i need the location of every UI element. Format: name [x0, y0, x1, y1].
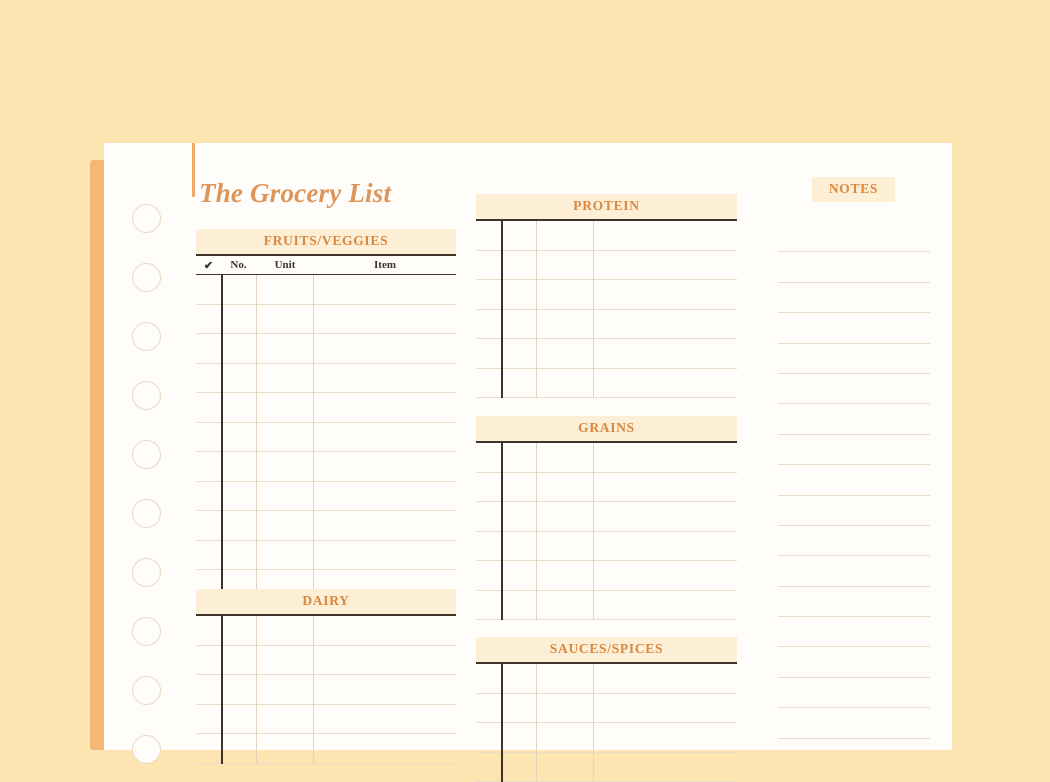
section-sauces-spices [476, 637, 737, 782]
table-row[interactable] [196, 616, 456, 646]
table-row[interactable] [476, 753, 737, 782]
table-row[interactable] [476, 251, 737, 281]
section-dairy [196, 589, 456, 764]
note-line[interactable] [778, 344, 930, 374]
section-protein [476, 194, 737, 398]
page-title: The Grocery List [199, 178, 391, 209]
table-row[interactable] [476, 443, 737, 473]
table-row[interactable] [476, 591, 737, 621]
punch-hole [132, 617, 161, 646]
table-row[interactable] [196, 734, 456, 764]
rows-protein[interactable] [476, 221, 737, 398]
table-row[interactable] [196, 705, 456, 735]
table-row[interactable] [196, 275, 456, 305]
table-row[interactable] [196, 541, 456, 571]
punch-hole [132, 263, 161, 292]
table-row[interactable] [196, 393, 456, 423]
section-title-dairy: DAIRY [196, 589, 456, 616]
table-row[interactable] [196, 305, 456, 335]
column-header-no: No. [221, 259, 256, 271]
section-title-fruits-veggies: FRUITS/VEGGIES [196, 229, 456, 256]
note-line[interactable] [778, 708, 930, 738]
table-row[interactable] [476, 723, 737, 753]
note-line[interactable] [778, 435, 930, 465]
notes-lines[interactable] [778, 222, 930, 739]
rows-fruits-veggies[interactable] [196, 275, 456, 600]
column-headers-fruits-veggies [196, 256, 456, 275]
note-line[interactable] [778, 374, 930, 404]
note-line[interactable] [778, 465, 930, 495]
title-accent-rule [192, 143, 195, 197]
punch-hole [132, 676, 161, 705]
table-row[interactable] [476, 280, 737, 310]
column-header-unit: Unit [256, 259, 314, 271]
note-line[interactable] [778, 496, 930, 526]
note-line[interactable] [778, 526, 930, 556]
punch-hole [132, 322, 161, 351]
table-row[interactable] [476, 664, 737, 694]
note-line[interactable] [778, 313, 930, 343]
punch-hole-column [104, 143, 184, 750]
note-line[interactable] [778, 252, 930, 282]
table-row[interactable] [196, 334, 456, 364]
table-row[interactable] [196, 675, 456, 705]
note-line[interactable] [778, 222, 930, 252]
note-line[interactable] [778, 617, 930, 647]
note-line[interactable] [778, 404, 930, 434]
rows-sauces-spices[interactable] [476, 664, 737, 782]
note-line[interactable] [778, 647, 930, 677]
note-line[interactable] [778, 283, 930, 313]
table-row[interactable] [196, 482, 456, 512]
table-row[interactable] [476, 561, 737, 591]
punch-hole [132, 204, 161, 233]
punch-hole [132, 499, 161, 528]
table-row[interactable] [196, 364, 456, 394]
table-row[interactable] [476, 532, 737, 562]
table-row[interactable] [196, 452, 456, 482]
table-row[interactable] [476, 339, 737, 369]
column-header-item: Item [314, 259, 456, 271]
table-row[interactable] [476, 221, 737, 251]
section-title-grains: GRAINS [476, 416, 737, 443]
note-line[interactable] [778, 587, 930, 617]
column-header-check: ✔ [196, 259, 221, 272]
section-grains [476, 416, 737, 620]
section-fruits-veggies [196, 229, 456, 600]
punch-hole [132, 558, 161, 587]
punch-hole [132, 381, 161, 410]
section-title-protein: PROTEIN [476, 194, 737, 221]
table-row[interactable] [476, 473, 737, 503]
note-line[interactable] [778, 556, 930, 586]
notes-title: NOTES [812, 177, 895, 202]
table-row[interactable] [476, 694, 737, 724]
table-row[interactable] [476, 369, 737, 399]
table-row[interactable] [196, 423, 456, 453]
rows-dairy[interactable] [196, 616, 456, 764]
note-line[interactable] [778, 678, 930, 708]
table-row[interactable] [476, 310, 737, 340]
table-row[interactable] [476, 502, 737, 532]
table-row[interactable] [196, 646, 456, 676]
rows-grains[interactable] [476, 443, 737, 620]
section-title-sauces-spices: SAUCES/SPICES [476, 637, 737, 664]
table-row[interactable] [196, 511, 456, 541]
punch-hole [132, 440, 161, 469]
